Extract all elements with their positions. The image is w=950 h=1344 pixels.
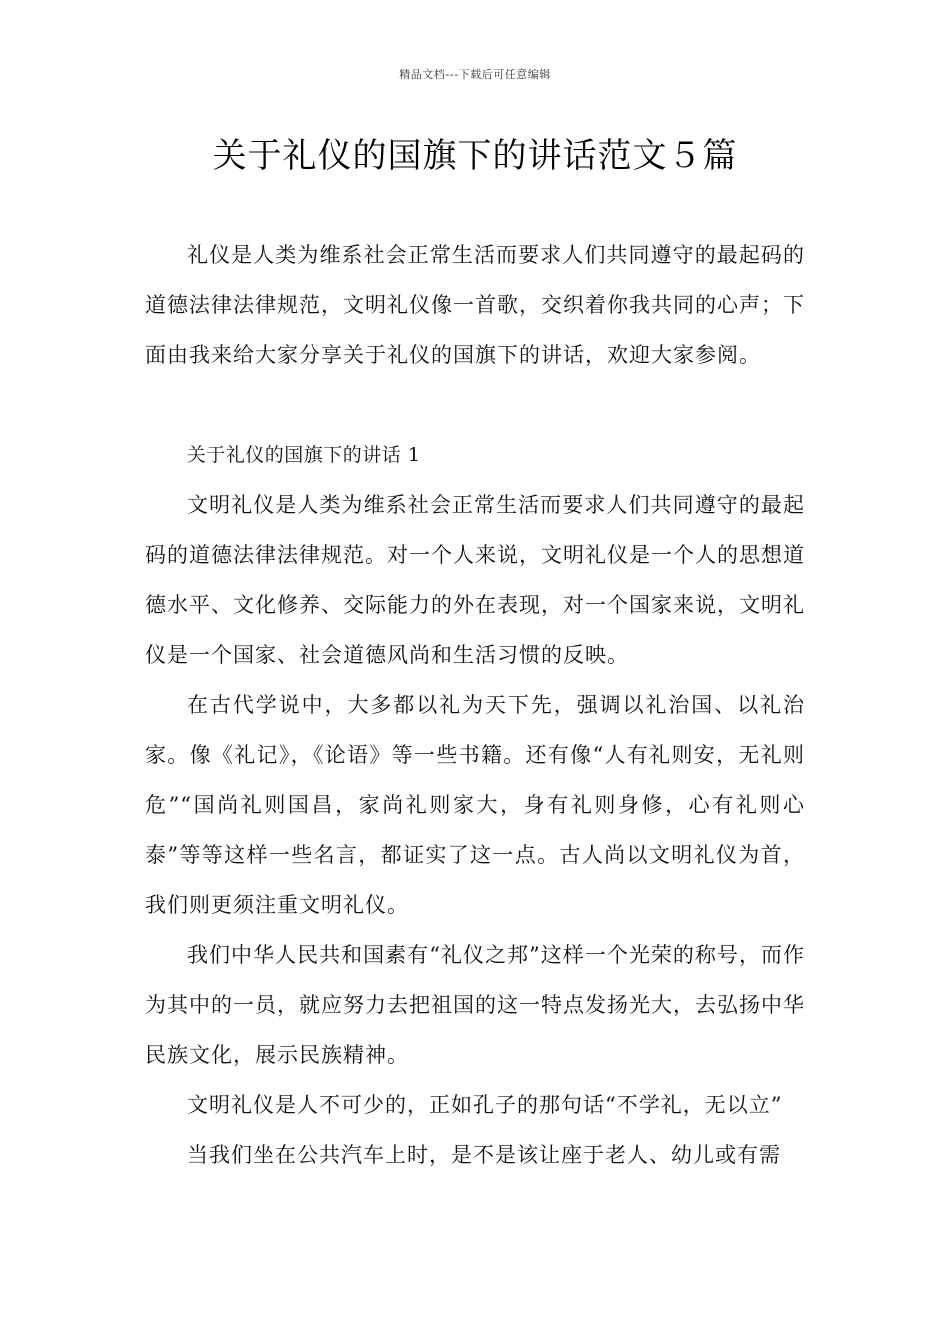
body-paragraph: 在古代学说中，大多都以礼为天下先，强调以礼治国、以礼治家。像《礼记》，《论语》等一些书籍。还有像“人有礼则安，无礼则危”“国尚礼则国昌，家尚礼则家大，身有礼则身修，心有礼则心泰”等等这样一些名言，都证实了这一点。古人尚以文明礼仪为首，我们则更须注重文明礼仪。 bbox=[145, 693, 805, 917]
header-note: 精品文档---下载后可任意编辑 bbox=[399, 68, 551, 81]
section-heading: 关于礼仪的国旗下的讲话 1 bbox=[186, 444, 421, 466]
body-paragraph: 我们中华人民共和国素有“礼仪之邦”这样一个光荣的称号，而作为其中的一员，就应努力去把祖国的这一特点发扬光大，去弘扬中华民族文化，展示民族精神。 bbox=[145, 943, 805, 1067]
body-paragraph: 文明礼仪是人类为维系社会正常生活而要求人们共同遵守的最起码的道德法律法律规范。对一个人来说，文明礼仪是一个人的思想道德水平、文化修养、交际能力的外在表现，对一个国家来说，文明礼仪是一个国家、社会道德风尚和生活习惯的反映。 bbox=[145, 493, 805, 667]
body-paragraph: 当我们坐在公共汽车上时，是不是该让座于老人、幼儿或有需 bbox=[187, 1143, 781, 1167]
document-body bbox=[145, 230, 805, 1180]
intro-paragraph: 礼仪是人类为维系社会正常生活而要求人们共同遵守的最起码的道德法律法律规范，文明礼仪像一首歌，交织着你我共同的心声；下面由我来给大家分享关于礼仪的国旗下的讲话，欢迎大家参阅。 bbox=[145, 243, 805, 367]
body-paragraph: 文明礼仪是人不可少的，正如孔子的那句话“不学礼，无以立” bbox=[187, 1093, 783, 1117]
page-title: 关于礼仪的国旗下的讲话范文５篇 bbox=[212, 136, 738, 176]
paragraph-gap bbox=[145, 380, 805, 430]
